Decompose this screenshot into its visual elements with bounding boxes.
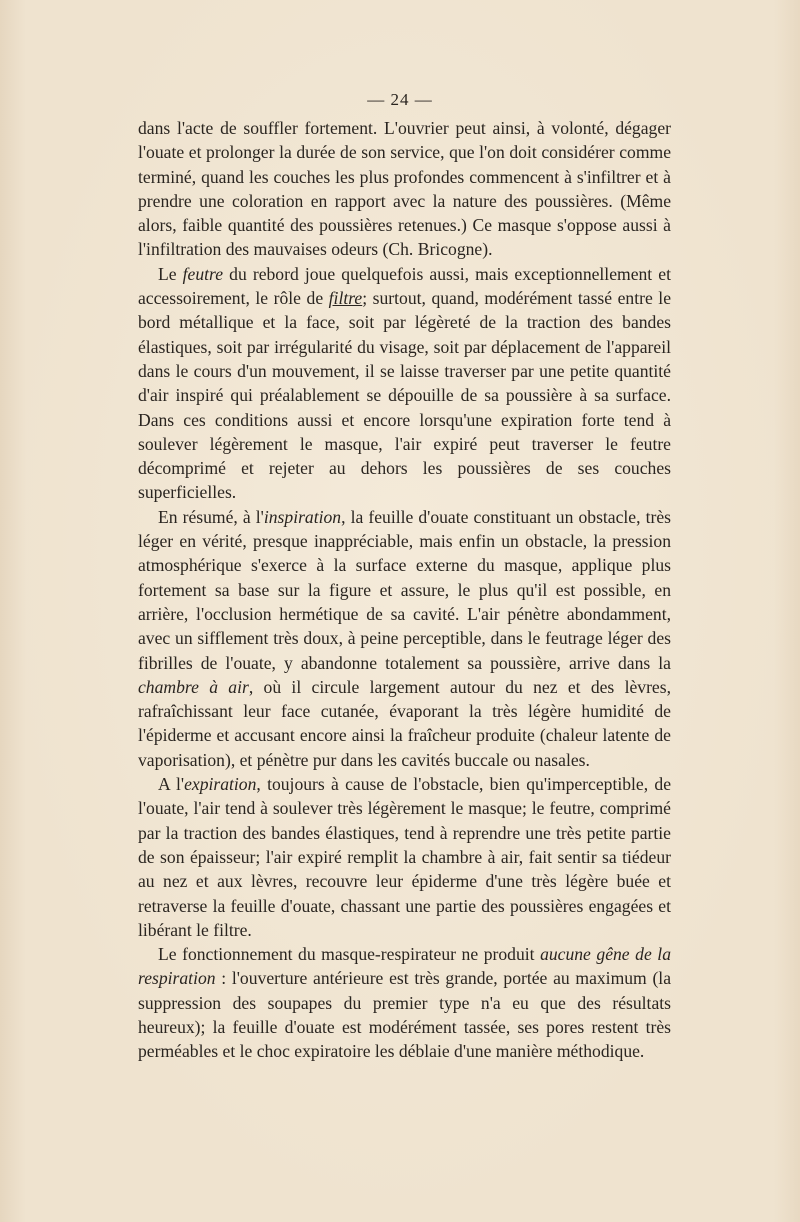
paragraph <box>138 505 671 772</box>
paragraph-text: , où il circule largement autour du nez et des lèvres, rafraîchissant leur face cutanée, évaporant la très légère humidité de l'épiderme et accusant encore ainsi la fraîcheur produite (chaleur latente de vaporisation), et pénètre pur dans les cavités buccale ou nasales. <box>138 676 671 770</box>
emphasis-feutre: feutre <box>182 263 224 284</box>
paragraph-text: ; surtout, quand, modérément tassé entre le bord métallique et la face, soit par légèreté de la traction des bandes élastiques, soit par irrégularité du visage, soit par déplacement de l'appareil dans le cours d'un mouvement, il se laisse traverser par une petite quantité d'air inspiré qui préalablement se dépouille de sa poussière à sa surface. Dans ces conditions aussi et encore lorsqu'une expiration forte tend à soulever légèrement le masque, l'air expiré peut traverser le feutre décomprimé et rejeter au dehors les poussières de ses couches superficielles. <box>138 288 672 503</box>
paragraph <box>138 772 671 942</box>
paragraph <box>138 116 671 262</box>
paragraph-text: du rebord joue quelquefois aussi, mais exceptionnellement et accessoirement, le rôle de <box>138 263 671 309</box>
paragraph-text: Le fonctionnement du masque-respirateur ne produit <box>158 944 541 965</box>
paragraph-text: En résumé, à l' <box>158 506 264 527</box>
paragraph <box>138 942 671 1063</box>
page-number: — 24 — <box>367 90 433 109</box>
paragraph-text: : l'ouverture antérieure est très grande, portée au maximum (la suppression des soupapes du premier type n'a eu que des résultats heureux); la feuille d'ouate est modérément tassée, ses pores restent très perméables et le choc expiratoire les déblaie d'une manière méthodique. <box>138 968 671 1062</box>
paragraph-text: , la feuille d'ouate constituant un obstacle, très léger en vérité, presque inappréciable, mais enfin un obstacle, la pression atmosphérique s'exerce à la surface externe du masque, applique plus fortement sa base sur la figure et assure, le plus qu'il est possible, en arrière, l'occlusion hermétique de sa cavité. L'air pénètre abondamment, avec un sifflement très doux, à peine perceptible, dans le feutrage léger des fibrilles de l'ouate, y abandonne totalement sa poussière, arrive dans la <box>138 506 671 673</box>
paragraph <box>138 262 671 505</box>
paragraph-text: dans l'acte de souffler fortement. L'ouvrier peut ainsi, à volonté, dégager l'ouate et prolonger la durée de son service, que l'on doit considérer comme terminé, quand les couches les plus profondes commencent à s'infiltrer et à prendre une coloration en rapport avec la nature des poussières. (Même alors, faible quantité des poussières retenues.) Ce masque s'oppose aussi à l'infiltration des mauvaises odeurs (Ch. Bricogne). <box>138 118 671 260</box>
paragraph-text: Le <box>158 263 183 284</box>
emphasis-aucune-gene: aucune gêne de la respiration <box>138 944 671 989</box>
emphasis-inspiration: inspiration <box>263 506 342 527</box>
emphasis-chambre-a-air: chambre à air <box>138 676 249 697</box>
emphasis-filtre: filtre <box>328 288 363 309</box>
paragraph-text: A l' <box>158 774 185 795</box>
body-text <box>138 116 671 1064</box>
emphasis-expiration: expiration <box>184 774 257 795</box>
paragraph-text: , toujours à cause de l'obstacle, bien qu'imperceptible, de l'ouate, l'air tend à soulever très légèrement le masque; le feutre, comprimé par la traction des bandes élastiques, tend à reprendre une très petite partie de son épaisseur; l'air expiré remplit la chambre à air, fait sentir sa tiédeur au nez et aux lèvres, recouvre leur épiderme d'une très légère buée et retraverse la feuille d'ouate, chassant une partie des poussières engagées et libérant le filtre. <box>138 774 672 940</box>
